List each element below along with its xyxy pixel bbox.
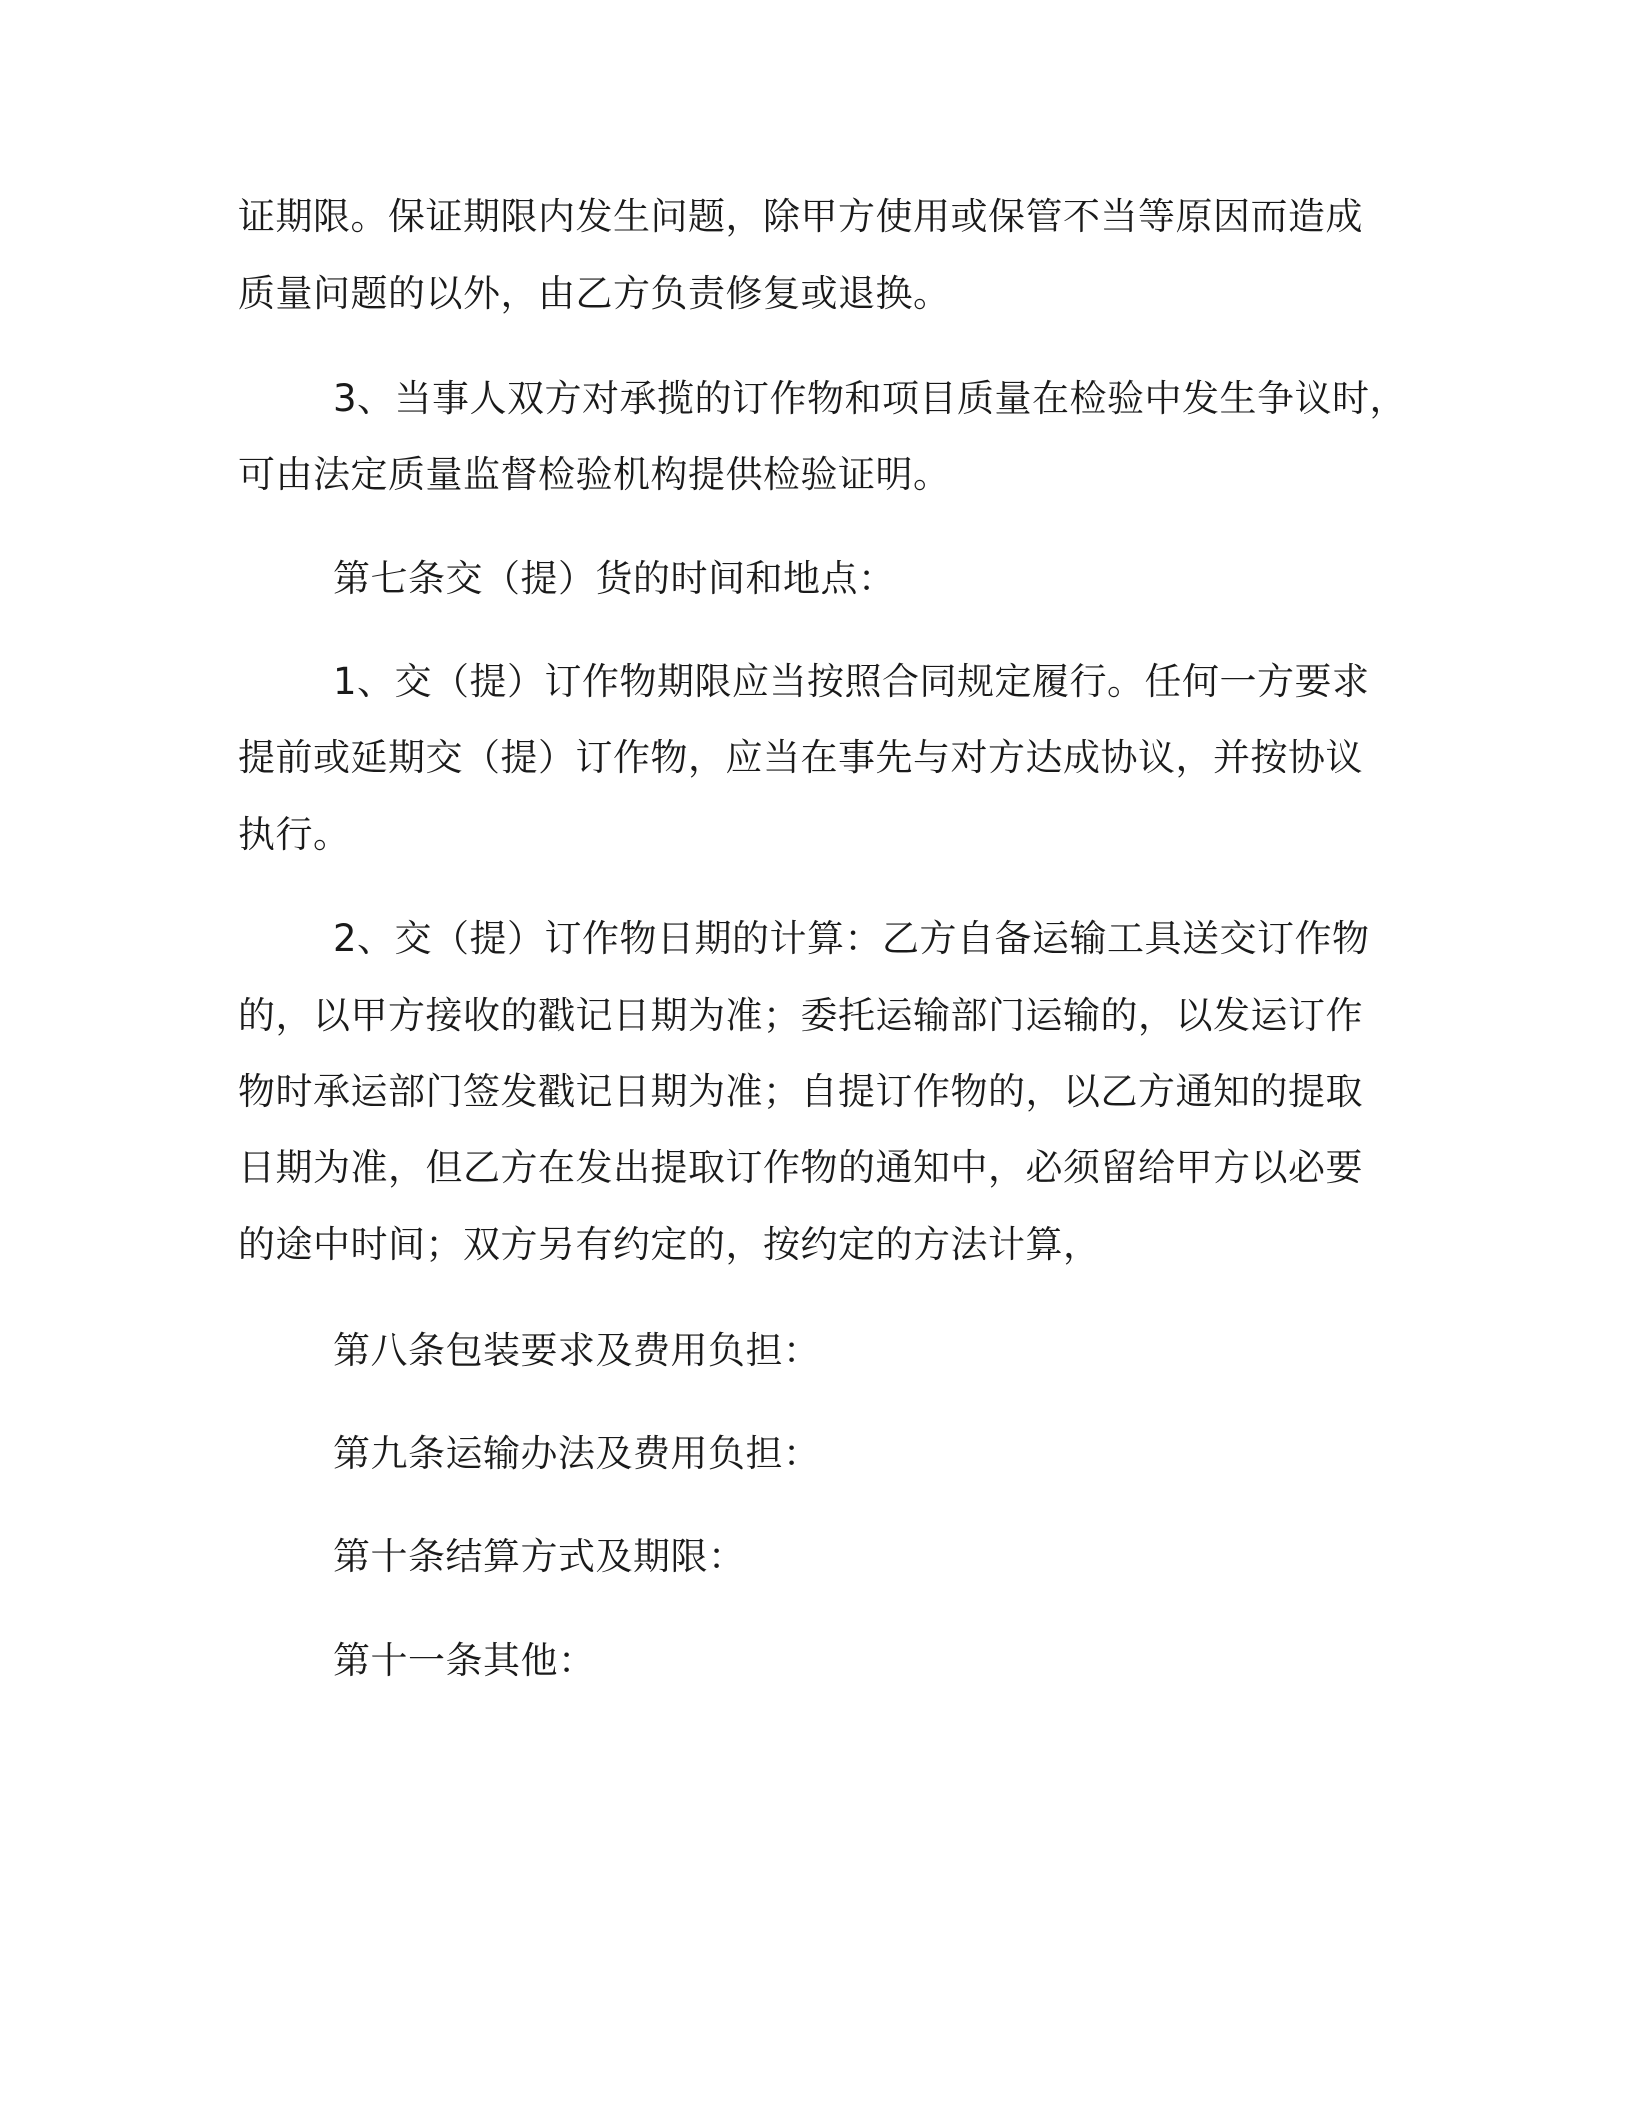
text-line: 执行。 (238, 813, 351, 856)
text-line: 提前或延期交（提）订作物，应当在事先与对方达成协议，并按协议 (238, 736, 1363, 779)
section-heading: 第十一条其他： (333, 1639, 596, 1682)
text-line: 2、交（提）订作物日期的计算：乙方自备运输工具送交订作物 (333, 917, 1370, 960)
text-line: 3、当事人双方对承揽的订作物和项目质量在检验中发生争议时， (333, 377, 1408, 420)
section-heading: 第八条包装要求及费用负担： (333, 1329, 821, 1372)
text-line: 物时承运部门签发戳记日期为准；自提订作物的，以乙方通知的提取 (238, 1070, 1363, 1113)
section-heading: 第七条交（提）货的时间和地点： (333, 557, 896, 600)
text-line: 的途中时间；双方另有约定的，按约定的方法计算， (238, 1223, 1101, 1266)
text-line: 可由法定质量监督检验机构提供检验证明。 (238, 453, 951, 496)
text-line: 质量问题的以外，由乙方负责修复或退换。 (238, 272, 951, 315)
section-heading: 第十条结算方式及期限： (333, 1535, 746, 1578)
text-line: 的，以甲方接收的戳记日期为准；委托运输部门运输的，以发运订作 (238, 994, 1363, 1037)
section-heading: 第九条运输办法及费用负担： (333, 1432, 821, 1475)
text-line: 证期限。保证期限内发生问题，除甲方使用或保管不当等原因而造成 (238, 195, 1363, 238)
text-line: 日期为准，但乙方在发出提取订作物的通知中，必须留给甲方以必要 (238, 1146, 1363, 1189)
text-line: 1、交（提）订作物期限应当按照合同规定履行。任何一方要求 (333, 660, 1370, 703)
